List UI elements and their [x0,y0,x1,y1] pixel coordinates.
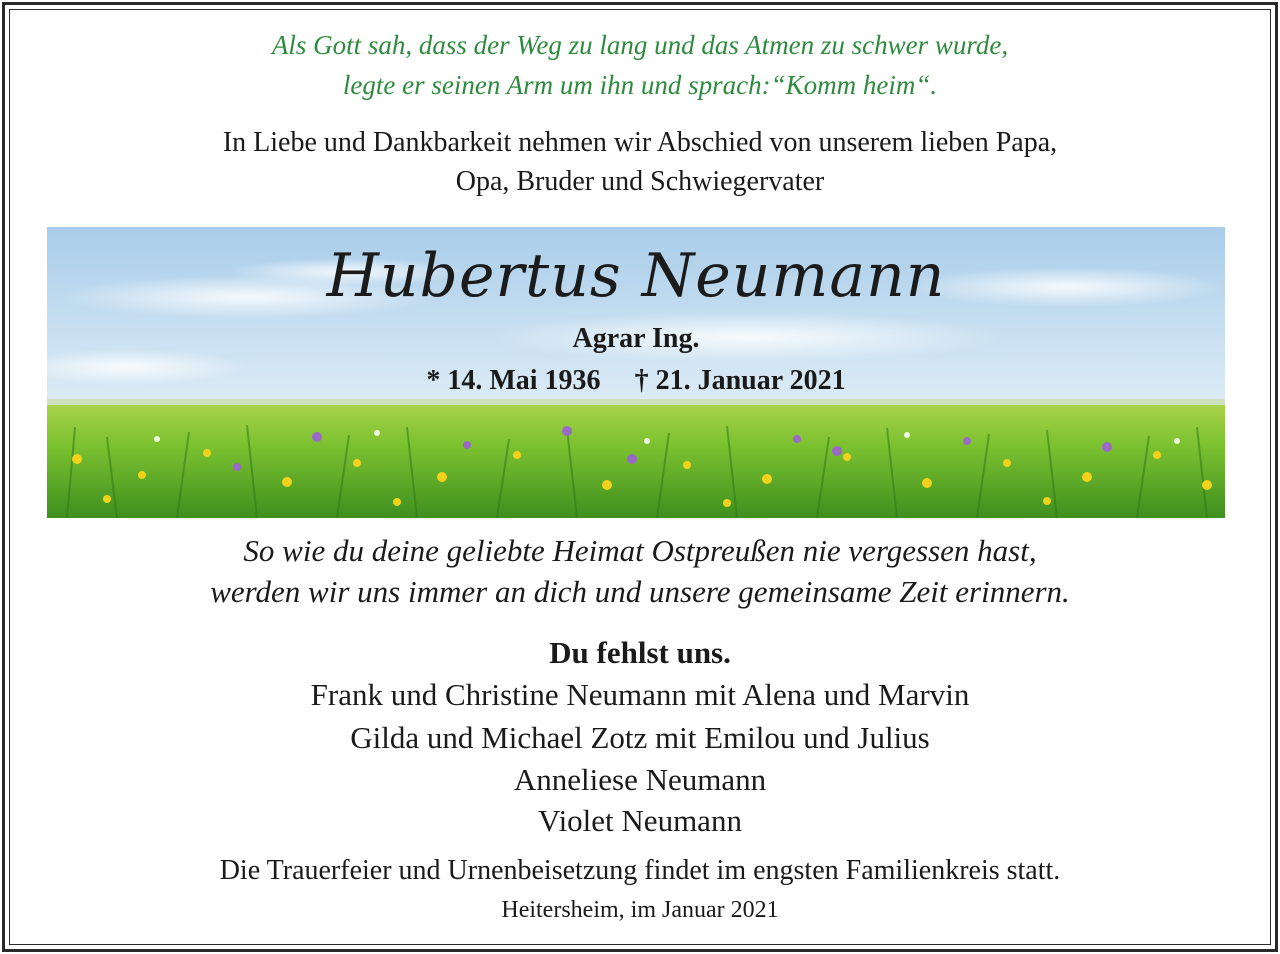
deceased-title: Agrar Ing. [572,323,700,354]
meadow-banner [47,227,1225,518]
ceremony-note: Die Trauerfeier und Urnenbeisetzung findet im engsten Familienkreis statt. [219,855,1061,886]
motto-line-1: Als Gott sah, dass der Weg zu lang und das Atmen zu schwer wurde, [271,30,1009,60]
intro-line-1: In Liebe und Dankbarkeit nehmen wir Abschied von unserem lieben Papa, [222,127,1058,158]
deceased-name: Hubertus Neumann [326,241,946,311]
motto-line-2: legte er seinen Arm um ihn und sprach:“Komm heim“. [342,70,938,100]
death-date: † 21. Januar 2021 [634,365,846,396]
quote-line-1: So wie du deine geliebte Heimat Ostpreußen nie vergessen hast, [243,533,1037,568]
mourner-line-1: Frank und Christine Neumann mit Alena und Marvin [310,677,970,712]
intro-line-2: Opa, Bruder und Schwiegervater [455,166,825,197]
mourner-line-4: Violet Neumann [538,803,742,838]
mourner-line-2: Gilda und Michael Zotz mit Emilou und Julius [350,720,930,755]
birth-date: * 14. Mai 1936 [426,365,601,396]
life-dates [47,365,1225,397]
place-and-date: Heitersheim, im Januar 2021 [501,897,779,923]
mourner-line-3: Anneliese Neumann [513,762,767,797]
miss-you-line: Du fehlst uns. [549,635,731,670]
quote-line-2: werden wir uns immer an dich und unsere gemeinsame Zeit erinnern. [210,574,1070,609]
